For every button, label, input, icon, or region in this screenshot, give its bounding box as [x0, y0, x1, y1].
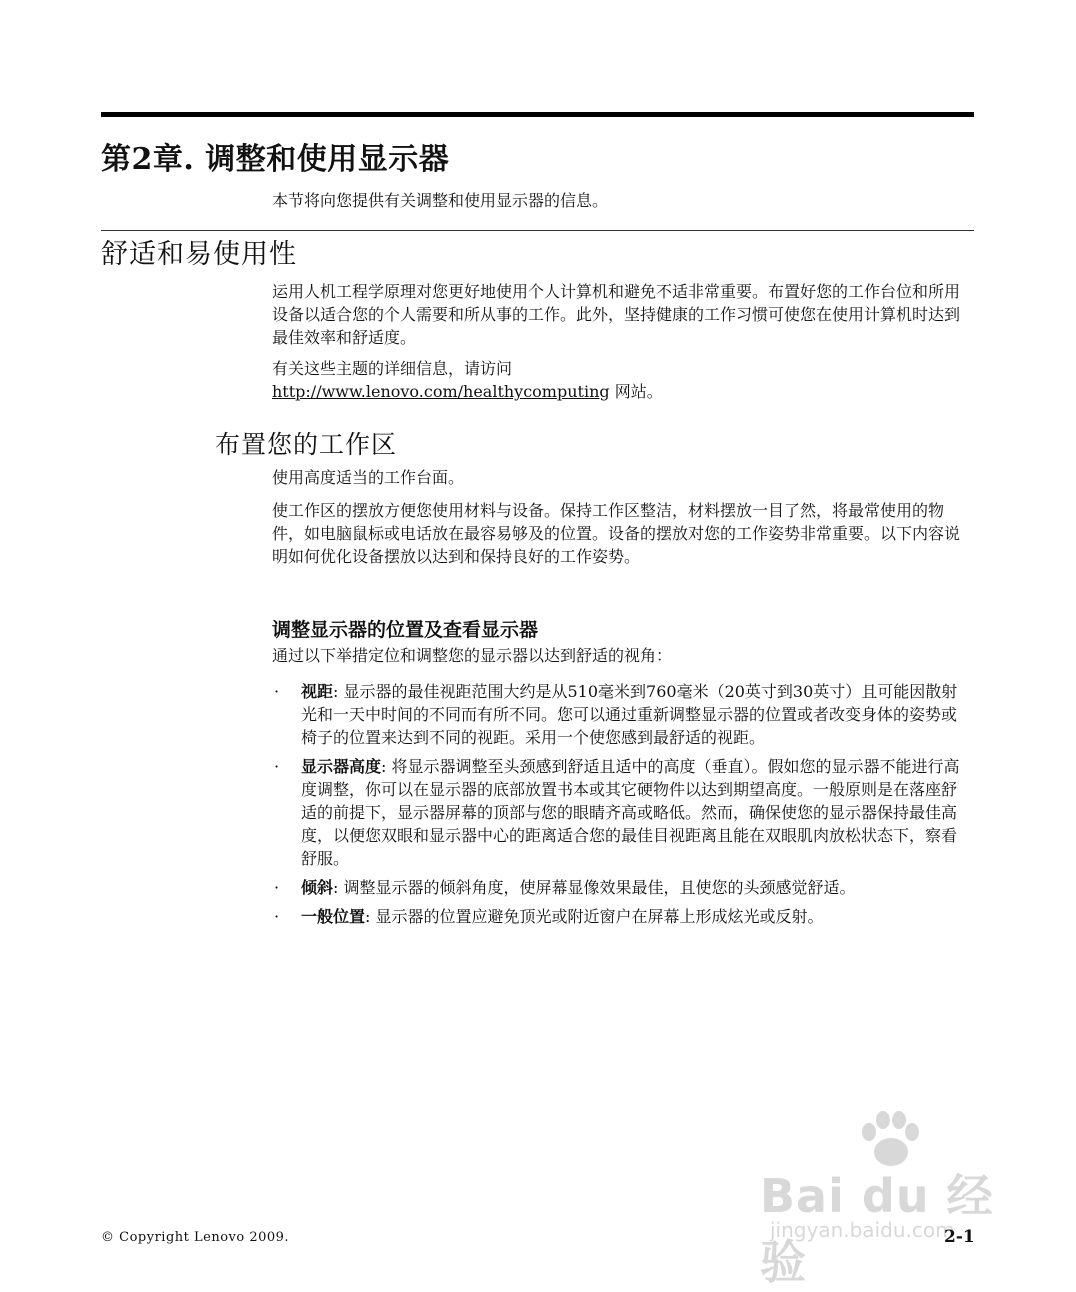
- list-item: [272, 755, 962, 870]
- bullet-dot: ·: [274, 682, 280, 701]
- bullet-dot: ·: [274, 878, 280, 897]
- bullet-dot: ·: [274, 907, 280, 926]
- bullet-term: 视距: [301, 682, 334, 701]
- bullet-dot: ·: [274, 757, 280, 776]
- section-title: 舒适和易使用性: [101, 239, 297, 270]
- watermark-logo-text: Bai du 经验: [760, 1169, 994, 1289]
- top-rule: [101, 112, 974, 117]
- section-rule: [101, 230, 974, 231]
- workarea-body: [272, 466, 962, 568]
- monitor-intro: 通过以下举措定位和调整您的显示器以达到舒适的视角：: [272, 646, 673, 665]
- info-prefix: 有关这些主题的详细信息，请访问: [272, 359, 513, 378]
- info-suffix: 网站。: [609, 382, 663, 401]
- chapter-title: 第2章. 调整和使用显示器: [101, 142, 450, 177]
- chapter-intro: 本节将向您提供有关调整和使用显示器的信息。: [272, 191, 609, 210]
- info-paragraph: [272, 357, 962, 403]
- bullet-text: : 调整显示器的倾斜角度，使屏幕显像效果最佳，且使您的头颈感觉舒适。: [333, 878, 856, 897]
- bullet-text: : 将显示器调整至头颈感到舒适且适中的高度（垂直）。假如您的显示器不能进行高度调整，你可以在显示器的底部放置书本或其它硬物件以达到期望高度。一般原则是在落座舒适的前提下，显示器屏幕的顶部与您的眼睛齐高或略低。然而，确保使您的显示器保持最佳高度，以便您双眼和显示器中心的距离适合您的最佳目视距离且能在双眼肌肉放松状态下，察看舒服。: [301, 757, 960, 868]
- bullet-text: : 显示器的最佳视距范围大约是从510毫米到760毫米（20英寸到30英寸）且可能因散射光和一天中时间的不同而有所不同。您可以通过重新调整显示器的位置或者改变身体的姿势或椅子的位置来达到不同的视距。采用一个使您感到最舒适的视距。: [301, 682, 958, 747]
- list-item: [272, 905, 962, 928]
- bullet-term: 一般位置: [301, 907, 366, 926]
- bullet-term: 倾斜: [301, 878, 334, 897]
- workarea-paragraph-1: 使用高度适当的工作台面。: [272, 468, 465, 487]
- footer-copyright: © Copyright Lenovo 2009.: [101, 1230, 290, 1245]
- workarea-title: 布置您的工作区: [215, 430, 398, 459]
- monitor-title: 调整显示器的位置及查看显示器: [272, 619, 539, 641]
- list-item: [272, 876, 962, 899]
- watermark-url: jingyan.baidu.com: [770, 1218, 955, 1242]
- comfort-paragraph: 运用人机工程学原理对您更好地使用个人计算机和避免不适非常重要。布置好您的工作台位和所用设备以适合您的个人需要和所从事的工作。此外，坚持健康的工作习惯可使您在使用计算机时达到最佳效率和舒适度。: [272, 282, 961, 347]
- bullet-term: 显示器高度: [301, 757, 382, 776]
- bullet-text: : 显示器的位置应避免顶光或附近窗户在屏幕上形成炫光或反射。: [365, 907, 824, 926]
- comfort-body: [272, 280, 962, 403]
- page-number: 2-1: [944, 1227, 975, 1247]
- healthycomputing-link[interactable]: http://www.lenovo.com/healthycomputing: [272, 382, 610, 401]
- list-item: [272, 680, 962, 749]
- monitor-bullet-list: [272, 680, 962, 934]
- monitor-intro-block: [272, 644, 962, 667]
- workarea-paragraph-2: 使工作区的摆放方便您使用材料与设备。保持工作区整洁，材料摆放一目了然，将最常使用的物件，如电脑鼠标或电话放在最容易够及的位置。设备的摆放对您的工作姿势非常重要。以下内容说明如何优化设备摆放以达到和保持良好的工作姿势。: [272, 501, 961, 566]
